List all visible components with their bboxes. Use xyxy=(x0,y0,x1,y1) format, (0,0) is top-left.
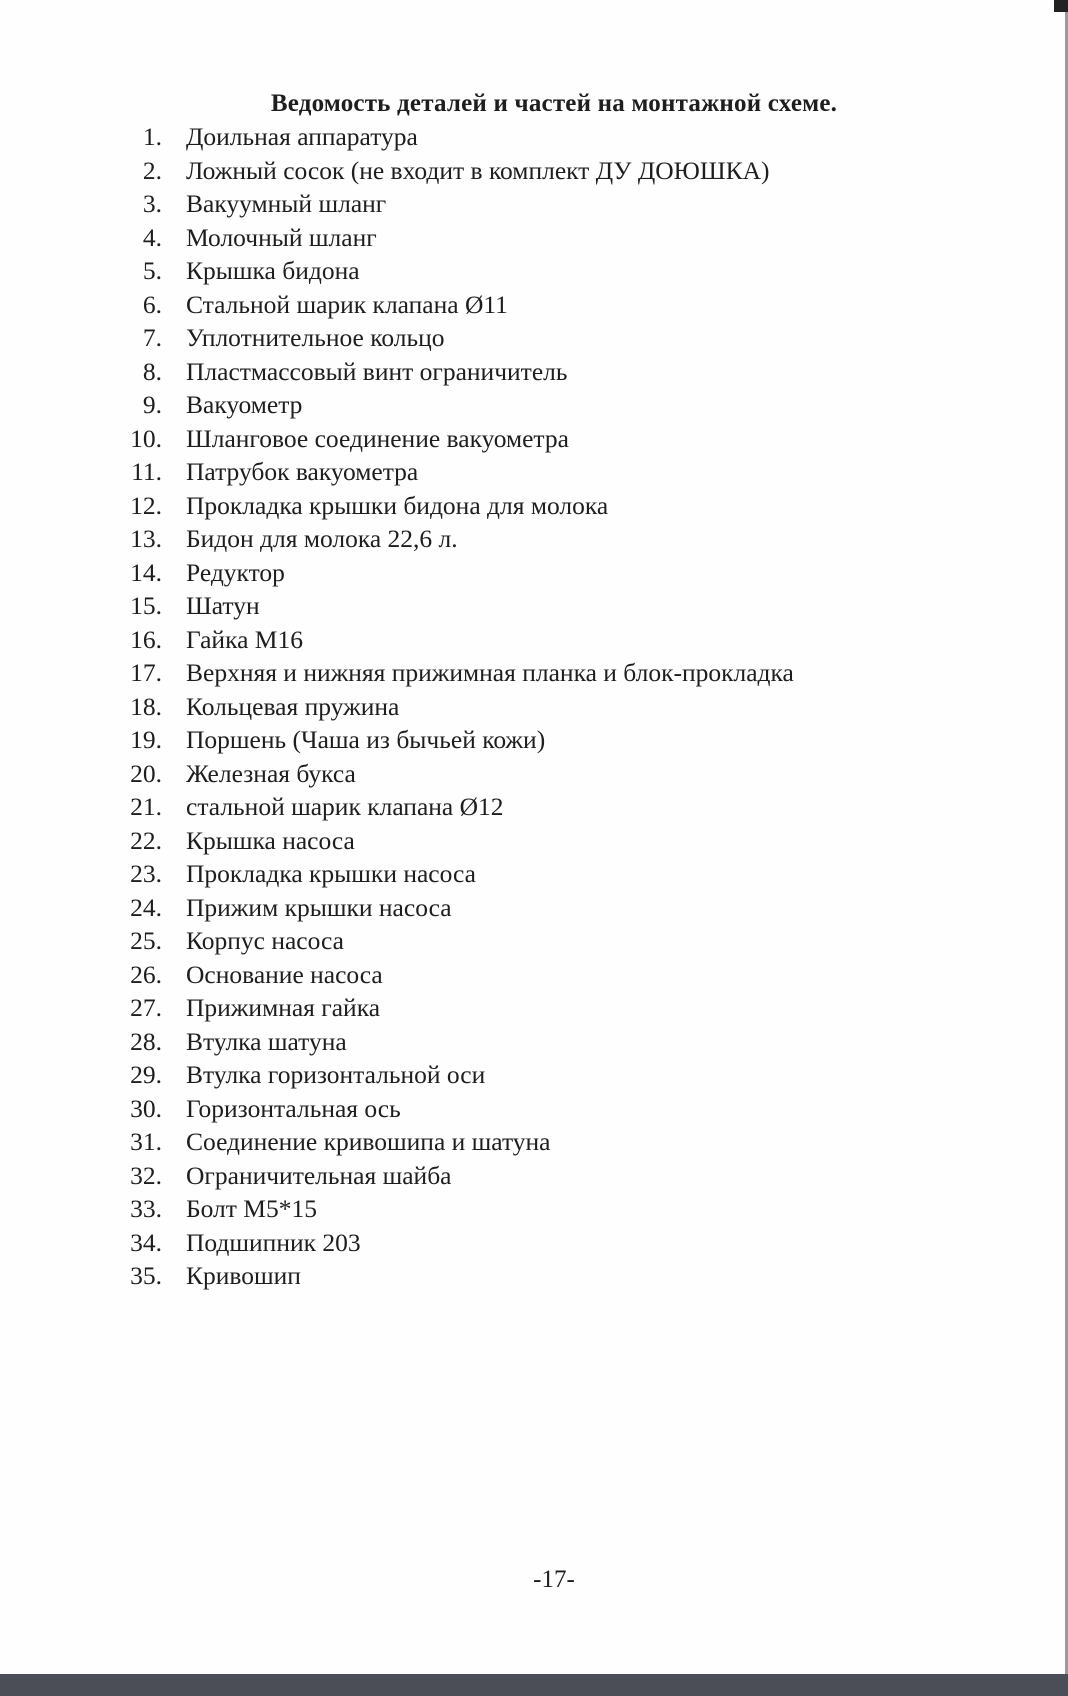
item-number: 15. xyxy=(130,591,162,620)
list-item xyxy=(128,288,794,322)
item-number: 13. xyxy=(130,524,162,553)
list-item xyxy=(128,254,794,288)
item-label: Молочный шланг xyxy=(186,222,377,252)
list-item xyxy=(128,1259,794,1293)
item-label: Крышка насоса xyxy=(186,825,355,855)
item-number: 24. xyxy=(130,892,162,922)
list-item xyxy=(128,958,794,992)
item-number: 26. xyxy=(130,959,162,989)
item-label: стальной шарик клапана Ø12 xyxy=(186,792,504,821)
document-title: Ведомость деталей и частей на монтажной схеме. xyxy=(270,90,838,117)
item-label: Шланговое соединение вакуометра xyxy=(186,423,569,453)
item-number: 10. xyxy=(130,423,162,453)
item-label: Прижим крышки насоса xyxy=(186,892,452,922)
item-number: 32. xyxy=(130,1160,162,1190)
item-label: Доильная аппаратура xyxy=(186,122,418,151)
item-label: Вакуумный шланг xyxy=(186,189,387,218)
list-item xyxy=(128,623,794,657)
scan-bottom-edge xyxy=(0,1674,1068,1696)
list-item xyxy=(128,1125,794,1159)
list-item xyxy=(128,690,794,724)
item-number: 12. xyxy=(130,490,162,520)
item-label: Горизонтальная ось xyxy=(186,1093,401,1123)
list-item xyxy=(128,1192,794,1226)
item-label: Пластмассовый винт ограничитель xyxy=(186,356,568,386)
item-number: 14. xyxy=(130,557,162,587)
item-number: 16. xyxy=(130,624,162,654)
item-label: Корпус насоса xyxy=(186,926,344,955)
item-number: 3. xyxy=(142,189,162,218)
item-number: 27. xyxy=(130,993,162,1022)
item-number: 23. xyxy=(130,859,162,888)
list-item xyxy=(128,589,794,623)
list-item xyxy=(128,321,794,355)
item-number: 11. xyxy=(131,457,162,486)
item-label: Ложный сосок (не входит в комплект ДУ ДОЮШКА) xyxy=(186,155,770,185)
item-label: Верхняя и нижняя прижимная планка и блок-прокладка xyxy=(186,658,794,687)
item-number: 35. xyxy=(130,1261,162,1290)
list-item xyxy=(128,1226,794,1260)
item-number: 21. xyxy=(130,792,162,821)
list-item xyxy=(128,924,794,958)
item-number: 34. xyxy=(130,1227,162,1257)
item-number: 31. xyxy=(130,1127,162,1156)
list-item xyxy=(128,120,794,154)
item-number: 28. xyxy=(130,1026,162,1056)
item-label: Втулка шатуна xyxy=(186,1026,347,1056)
list-item xyxy=(128,1092,794,1126)
item-label: Редуктор xyxy=(186,557,285,587)
list-item xyxy=(128,656,794,690)
item-label: Поршень (Чаша из бычьей кожи) xyxy=(186,725,546,754)
list-item xyxy=(128,991,794,1025)
item-label: Основание насоса xyxy=(186,959,383,989)
item-number: 6. xyxy=(142,289,162,319)
item-number: 8. xyxy=(142,356,162,386)
list-item xyxy=(128,757,794,791)
item-number: 9. xyxy=(142,390,162,419)
page-number: -17- xyxy=(533,1566,575,1593)
scan-corner-mark xyxy=(1054,0,1068,12)
item-label: Прокладка крышки насоса xyxy=(186,859,476,888)
list-item xyxy=(128,388,794,422)
list-item xyxy=(128,154,794,188)
item-number: 19. xyxy=(130,725,162,754)
list-item xyxy=(128,790,794,824)
parts-list xyxy=(128,120,794,1293)
list-item xyxy=(128,723,794,757)
item-number: 1. xyxy=(142,122,162,151)
item-number: 29. xyxy=(130,1060,162,1089)
list-item xyxy=(128,489,794,523)
item-number: 22. xyxy=(130,825,162,855)
item-number: 25. xyxy=(130,926,162,955)
item-number: 2. xyxy=(142,155,162,185)
item-label: Стальной шарик клапана Ø11 xyxy=(186,289,508,319)
list-item xyxy=(128,824,794,858)
item-label: Прижимная гайка xyxy=(186,993,381,1022)
list-item xyxy=(128,187,794,221)
item-label: Болт М5*15 xyxy=(186,1194,317,1223)
item-number: 33. xyxy=(130,1194,162,1223)
item-number: 20. xyxy=(130,758,162,788)
item-number: 17. xyxy=(130,658,162,687)
list-item xyxy=(128,422,794,456)
list-item xyxy=(128,891,794,925)
item-label: Соединение кривошипа и шатуна xyxy=(186,1127,551,1156)
item-label: Подшипник 203 xyxy=(186,1227,361,1257)
item-label: Гайка М16 xyxy=(186,624,303,654)
item-label: Бидон для молока 22,6 л. xyxy=(186,524,458,553)
item-label: Уплотнительное кольцо xyxy=(186,323,445,352)
list-item xyxy=(128,556,794,590)
list-item xyxy=(128,1025,794,1059)
list-item xyxy=(128,1159,794,1193)
item-number: 5. xyxy=(142,256,162,285)
item-label: Кольцевая пружина xyxy=(186,691,400,721)
item-label: Прокладка крышки бидона для молока xyxy=(186,490,609,520)
item-label: Кривошип xyxy=(186,1261,301,1290)
item-label: Вакуометр xyxy=(186,390,303,419)
item-label: Ограничительная шайба xyxy=(186,1160,452,1190)
item-label: Крышка бидона xyxy=(186,256,360,285)
item-number: 4. xyxy=(142,222,162,252)
item-label: Втулка горизонтальной оси xyxy=(186,1060,486,1089)
list-item xyxy=(128,522,794,556)
list-item xyxy=(128,455,794,489)
list-item xyxy=(128,221,794,255)
item-number: 7. xyxy=(142,323,162,352)
item-label: Железная букса xyxy=(186,758,356,788)
list-item xyxy=(128,355,794,389)
item-label: Шатун xyxy=(186,591,260,620)
item-number: 18. xyxy=(130,691,162,721)
list-item xyxy=(128,1058,794,1092)
item-number: 30. xyxy=(130,1093,162,1123)
item-label: Патрубок вакуометра xyxy=(186,457,419,486)
list-item xyxy=(128,857,794,891)
